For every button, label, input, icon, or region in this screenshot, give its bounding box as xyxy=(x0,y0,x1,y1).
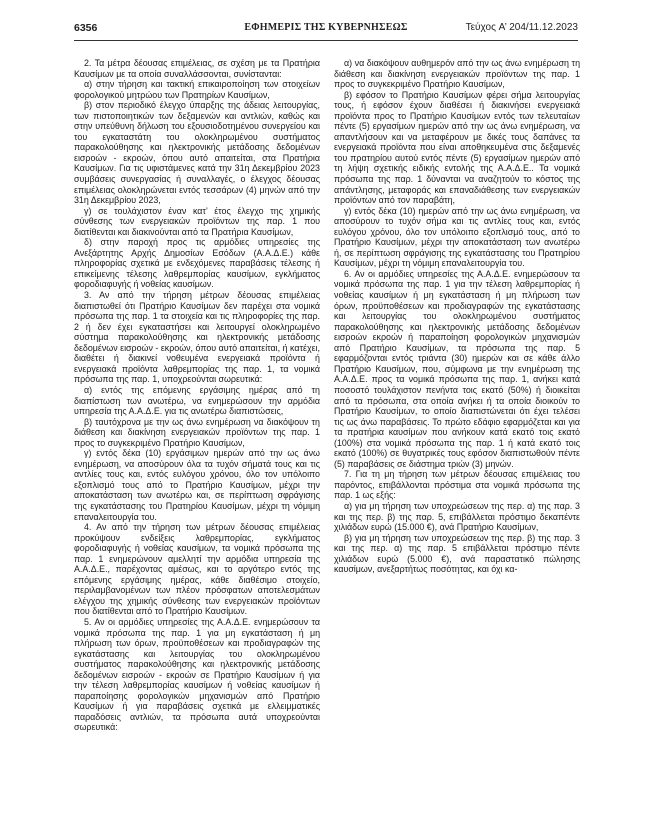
paragraph: 3. Αν από την τήρηση μέτρων δέουσας επιμέλειας διαπιστωθεί ότι Πρατήριο Καυσίμων δεν παρέχει στα νομικά πρόσωπα της παρ. 1 τα στοιχεία και τις πληροφορίες της παρ. 2 ή δεν έχει εγκαταστήσει και λειτουργεί ολοκληρωμένο σύστημα παρακολούθησης και ηλεκτρονικής μετάδοσης δεδομένων εισροών - εκροών, όπου αυτό απαιτείται, ή κατέχει, διαθέτει ή διακινεί νοθευμένα ενεργειακά προϊόντα ή ενεργειακά προϊόντα λαθρεμπορίας της παρ. 1, τα νομικά πρόσωπα της παρ. 1, υποχρεούνται σωρευτικά: xyxy=(74,290,320,385)
paragraph: δ) στην παροχή προς τις αρμόδιες υπηρεσίες της Ανεξάρτητης Αρχής Δημοσίων Εσόδων (Α.Α.Δ.Ε.) κάθε πληροφορίας σχετικά με ενδεχόμενες παραβάσεις τέλεσης ή επικείμενης τέλεσης λαθρεμπορίας καυσίμων, εγκλήματος φοροδιαφυγής ή νοθείας καυσίμων. xyxy=(74,237,320,290)
paragraph: β) στον περιοδικό έλεγχο ύπαρξης της άδειας λειτουργίας, των πιστοποιητικών των δεξαμενών και αντλιών, καθώς και στην υπεύθυνη δήλωση του εξουσιοδοτημένου συνεργείου και του εγκαταστάτη του ολοκληρωμένου συστήματος παρακολούθησης και ηλεκτρονικής μετάδοσης δεδομένων εισροών - εκροών, όπου αυτό απαιτείται, στα Πρατήρια Καυσίμων. Για τις υφιστάμενες κατά την 31η Δεκεμβρίου 2023 συμβάσεις συνεργασίας ή συναλλαγές, ο έλεγχος δέουσας επιμέλειας ολοκληρώνεται εντός τεσσάρων (4) μηνών από την 31η Δεκεμβρίου 2023, xyxy=(74,100,320,206)
paragraph: 4. Αν από την τήρηση των μέτρων δέουσας επιμέλειας προκύψουν ενδείξεις λαθρεμπορίας, εγκλήματος φοροδιαφυγής ή νοθείας καυσίμων, τα νομικά πρόσωπα της παρ. 1 ενημερώνουν αμελλητί την αρμόδια υπηρεσία της Α.Α.Δ.Ε., παρέχοντας αμέσως, και το αργότερο εντός της επόμενης εργάσιμης ημέρας, κάθε διαθέσιμο στοιχείο, περιλαμβανομένων των πλέον πρόσφατων αποτελεσμάτων ελέγχου της χημικής σύνθεσης των ενεργειακών προϊόντων που διατίθενται από το Πρατήριο Καυσίμων. xyxy=(74,522,320,617)
paragraph: 7. Για τη μη τήρηση των μέτρων δέουσας επιμέλειας του παρόντος, επιβάλλονται πρόστιμα στα νομικά πρόσωπα της παρ. 1 ως εξής: xyxy=(334,469,580,501)
paragraph: α) για μη τήρηση των υποχρεώσεων της περ. α) της παρ. 3 και της περ. β) της παρ. 5, επιβάλλεται πρόστιμο δεκαπέντε χιλιάδων ευρώ (15.000 €), ανά Πρατήριο Καυσίμων, xyxy=(334,500,580,533)
right-column xyxy=(334,58,580,810)
paragraph: β) για μη τήρηση των υποχρεώσεων της περ. β) της παρ. 3 και της περ. α) της παρ. 5 επιβάλλεται πρόστιμο πέντε χιλιάδων ευρώ (5.000 €), ανά παραστατικό πώλησης καυσίμων, ανεξαρτήτως ποσότητας, και όχι κα- xyxy=(334,532,580,575)
paragraph: 6. Αν οι αρμόδιες υπηρεσίες της Α.Α.Δ.Ε. ενημερώσουν τα νομικά πρόσωπα της παρ. 1 για την τέλεση λαθρεμπορίας ή νοθείας καυσίμων ή μη εγκατάσταση ή μη πλήρωση των όρων, προϋποθέσεων και προδιαγραφών της εγκατάστασης και λειτουργίας του ολοκληρωμένου συστήματος παρακολούθησης και ηλεκτρονικής μετάδοσης δεδομένων εισροών εκροών ή παραποίηση φορολογικών μηχανισμών από Πρατήριο Καυσίμων, τα πρόσωπα της παρ. 5 εφαρμόζονται εντός τριάντα (30) ημερών και σε κάθε άλλο Πρατήριο Καυσίμων, που, σύμφωνα με την ενημέρωση της Α.Α.Δ.Ε. προς τα νομικά πρόσωπα της παρ. 1, ανήκει κατά ποσοστό τουλάχιστον πενήντα τοις εκατό (50%) ή διοικείται από τα πρόσωπα, στα οποία ανήκει ή τα οποία διοικούν το Πρατήριο Καυσίμων, το οποίο διαπιστώνεται ότι έχει τελέσει τις ως άνω παραβάσεις. Το πρώτο εδάφιο εφαρμόζεται και για τα πρατήρια καυσίμων που ανήκουν κατά εκατό τοις εκατό (100%) στα νομικά πρόσωπα της παρ. 1 ή κατά εκατό τοις εκατό (100%) σε θυγατρικές τους εφόσον διαπιστωθούν πέντε (5) παραβάσεις σε διάστημα τριών (3) μηνών. xyxy=(334,268,580,469)
paragraph: β) ταυτόχρονα με την ως άνω ενημέρωση να διακόψουν τη διάθεση και διακίνηση ενεργειακών προϊόντων της παρ. 1 προς το συγκεκριμένο Πρατήριο Καυσίμων, xyxy=(74,416,320,448)
paragraph: α) εντός της επόμενης εργάσιμης ημέρας από τη διαπίστωση των ανωτέρω, να ενημερώσουν την αρμόδια υπηρεσία της Α.Α.Δ.Ε. για τις ανωτέρω διαπιστώσεις, xyxy=(74,384,320,417)
paragraph: β) εφόσον το Πρατήριο Καυσίμων φέρει σήμα λειτουργίας τους, ή εφόσον έχουν διαθέσει ή διακινήσει ενεργειακά προϊόντα προς το Πρατήριο Καυσίμων εντός των τελευταίων πέντε (5) εργασίμων ημερών από την ως άνω ενημέρωση, να απαντλήσουν και να μεταφέρουν με δικές τους δαπάνες τα ενεργειακά προϊόντα που είναι αποθηκευμένα στις δεξαμενές του πρατηρίου αυτού εντός πέντε (5) εργασίμων ημερών από τη λήψη σχετικής ειδικής εντολής της Α.Α.Δ.Ε.. Τα νομικά πρόσωπα της παρ. 1 δύνανται να αναζητούν το κόστος της απάντλησης, μεταφοράς και επαναδιάθεσης των ενεργειακών προϊόντων από τον παραβάτη, xyxy=(334,89,580,206)
paragraph: γ) εντός δέκα (10) ημερών από την ως άνω ενημέρωση, να αποσύρουν το τυχόν σήμα και τις αντλίες τους και, εντός ευλόγου χρόνου, όλο τον υπόλοιπο εξοπλισμό τους, από το Πρατήριο Καυσίμων, μέχρι την αποκατάσταση των ανωτέρω ή, σε περίπτωση σφράγισης της εγκατάστασης του Πρατηρίου Καυσίμων, μέχρι τη νόμιμη επαναλειτουργία του. xyxy=(334,205,580,269)
page-header xyxy=(74,22,578,38)
paragraph: 5. Αν οι αρμόδιες υπηρεσίες της Α.Α.Δ.Ε. ενημερώσουν τα νομικά πρόσωπα της παρ. 1 για μη εγκατάσταση ή μη πλήρωση των όρων, προϋποθέσεων και προδιαγραφών της εγκατάστασης και λειτουργίας του ολοκληρωμένου συστήματος παρακολούθησης και ηλεκτρονικής μετάδοσης δεδομένων εισροών - εκροών σε Πρατήριο Καυσίμων ή για την τέλεση λαθρεμπορίας καυσίμων ή νοθείας καυσίμων ή παραποίησης φορολογικών μηχανισμών από Πρατήριο Καυσίμων ή για παραβάσεις σχετικά με ελλειμματικές παραδόσεις αντλιών, τα πρόσωπα αυτά υποχρεούνται σωρευτικά: xyxy=(74,616,320,733)
page-number: 6356 xyxy=(74,22,98,34)
paragraph: α) στην τήρηση και τακτική επικαιροποίηση των στοιχείων φορολογικού μητρώου των Πρατηρίων Καυσίμων, xyxy=(74,79,320,100)
header-rule xyxy=(74,40,578,41)
issue-reference: Τεύχος A’ 204/11.12.2023 xyxy=(465,22,578,33)
paragraph: α) να διακόψουν αυθημερόν από την ως άνω ενημέρωση τη διάθεση και διακίνηση ενεργειακών προϊόντων της παρ. 1 προς το συγκεκριμένο Πρατήριο Καυσίμων, xyxy=(334,58,580,90)
left-column xyxy=(74,58,320,810)
paragraph: γ) εντός δέκα (10) εργάσιμων ημερών από την ως άνω ενημέρωση, να αποσύρουν όλα τα τυχόν σήματά τους και τις αντλίες τους και, εντός ευλόγου χρόνου, όλο τον υπόλοιπο εξοπλισμό τους από το Πρατήριο Καυσίμων, μέχρι την αποκατάσταση των ανωτέρω και, σε περίπτωση σφράγισης της εγκατάστασης του Πρατηρίου Καυσίμων, μέχρι τη νόμιμη επαναλειτουργία του. xyxy=(74,448,320,522)
paragraph: γ) σε τουλάχιστον έναν κατ’ έτος έλεγχο της χημικής σύνθεσης των ενεργειακών προϊόντων της παρ. 1 που διατίθενται και διακινούνται από τα Πρατήρια Καυσίμων, xyxy=(74,205,320,237)
paragraph: 2. Τα μέτρα δέουσας επιμέλειας, σε σχέση με τα Πρατήρια Καυσίμων με τα οποία συναλλάσσονται, συνίστανται: xyxy=(74,58,320,79)
gazette-title: ΕΦΗΜΕΡΙΣ ΤΗΣ ΚΥΒΕΡΝΗΣΕΩΣ xyxy=(244,22,408,33)
